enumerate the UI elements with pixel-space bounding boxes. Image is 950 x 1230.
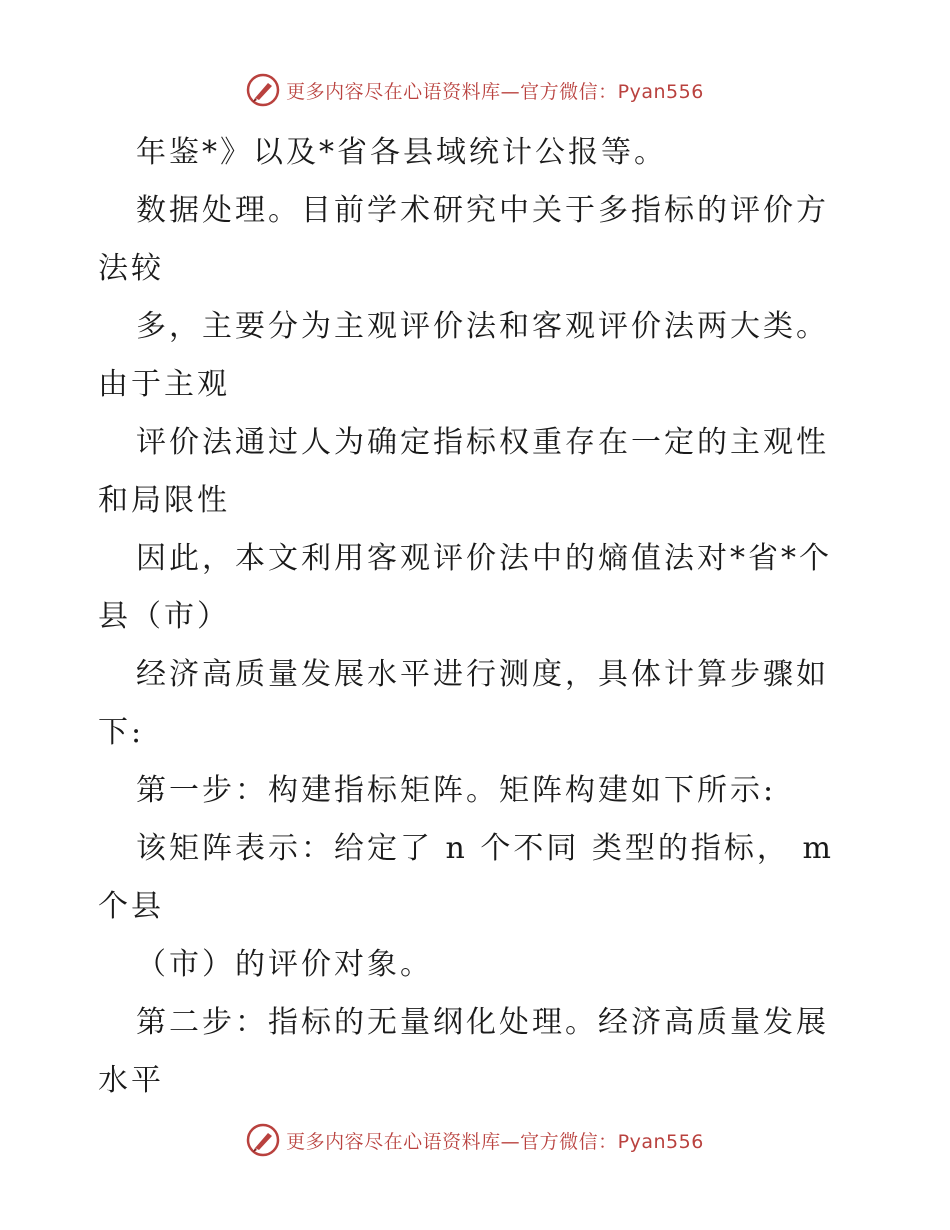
- paragraph-line: 第二步：指标的无量纲化处理。经济高质量发展: [136, 1005, 829, 1040]
- paragraph-line: 法较: [98, 251, 164, 286]
- paragraph-line: 和局限性: [98, 483, 230, 518]
- pen-logo-icon: [246, 73, 280, 107]
- header-banner: [0, 70, 950, 110]
- paragraph-line: 下:: [98, 715, 145, 750]
- paragraph-line: （市）的评价对象。: [136, 947, 433, 982]
- paragraph-line: 由于主观: [98, 367, 230, 402]
- paragraph-line: 个县: [98, 889, 164, 924]
- paragraph-line: 因此，本文利用客观评价法中的熵值法对*省*个: [136, 541, 832, 576]
- paragraph-line: 第一步：构建指标矩阵。矩阵构建如下所示:: [136, 773, 777, 808]
- document-body: [98, 124, 858, 1110]
- paragraph-line: 经济高质量发展水平进行测度，具体计算步骤如: [136, 657, 829, 692]
- paragraph-line: 评价法通过人为确定指标权重存在一定的主观性: [136, 425, 829, 460]
- footer-banner: [0, 1120, 950, 1160]
- footer-banner-text: 更多内容尽在心语资料库—官方微信：Pyan556: [286, 1130, 704, 1153]
- paragraph-line: 县（市）: [98, 599, 230, 634]
- paragraph-line: 水平: [98, 1063, 164, 1098]
- paragraph-line: 数据处理。目前学术研究中关于多指标的评价方: [136, 193, 829, 228]
- paragraph-line: 年鉴*》以及*省各县域统计公报等。: [136, 135, 667, 170]
- paragraph-line: 该矩阵表示：给定了 n 个不同 类型的指标， m: [136, 831, 834, 866]
- paragraph-line: 多，主要分为主观评价法和客观评价法两大类。: [136, 309, 829, 344]
- pen-logo-icon: [246, 1123, 280, 1157]
- header-banner-text: 更多内容尽在心语资料库—官方微信：Pyan556: [286, 80, 704, 103]
